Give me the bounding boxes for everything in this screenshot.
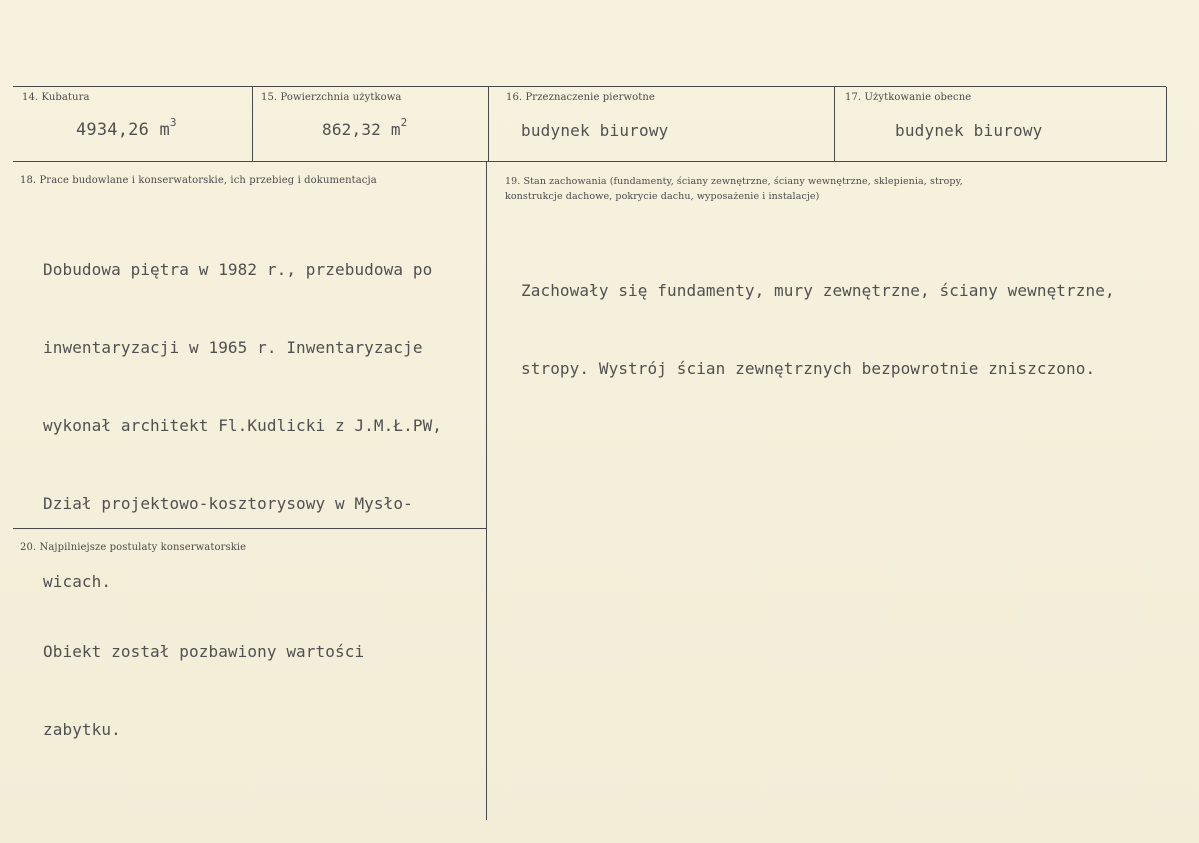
field-15-value (322, 116, 408, 139)
field-18-line: wicach. (43, 572, 112, 591)
field-20-label: 20. Najpilniejsze postulaty konserwatorskie (20, 542, 247, 553)
field-15-label: 15. Powierzchnia użytkowa (261, 92, 402, 103)
field-19-label-line2: konstrukcje dachowe, pokrycie dachu, wyposażenie i instalacje) (505, 191, 820, 202)
field-19-line: Zachowały się fundamenty, mury zewnętrzne, ściany wewnętrzne, (521, 281, 1115, 300)
field-15-unit-exponent: 2 (400, 116, 408, 129)
field-16-label: 16. Przeznaczenie pierwotne (506, 92, 655, 103)
field-19-label-line1: 19. Stan zachowania (fundamenty, ściany zewnętrzne, ściany wewnętrzne, sklepienia, stropy, (505, 176, 963, 187)
field-17-label: 17. Użytkowanie obecne (845, 92, 972, 103)
divider-15-16 (488, 87, 489, 162)
field-20-text (43, 587, 364, 795)
field-14-unit-exponent: 3 (169, 116, 177, 129)
right-border (1166, 87, 1167, 162)
field-18-line: Dział projektowo-kosztorysowy w Mysło- (43, 494, 413, 513)
field-18-line: wykonał architekt Fl.Kudlicki z J.M.Ł.PW, (43, 416, 443, 435)
field-16-value: budynek biurowy (521, 121, 669, 140)
field-14-label: 14. Kubatura (22, 92, 90, 103)
top-row-bottom-border (13, 161, 1166, 162)
field-20-line: zabytku. (43, 720, 121, 739)
field-15-value-text: 862,32 m (322, 120, 401, 139)
divider-16-17 (834, 87, 835, 162)
field-20-line: Obiekt został pozbawiony wartości (43, 642, 365, 661)
field-17-value: budynek biurowy (895, 121, 1043, 140)
divider-left-right-columns (486, 162, 487, 820)
field-19-text (521, 226, 1115, 434)
field-18-text (43, 205, 442, 647)
field-14-value (76, 116, 177, 140)
divider-14-15 (252, 87, 253, 162)
top-row-top-border (13, 86, 1166, 87)
field-18-line: Dobudowa piętra w 1982 r., przebudowa po (43, 260, 433, 279)
field-18-label: 18. Prace budowlane i konserwatorskie, ich przebieg i dokumentacja (20, 175, 377, 186)
field-14-value-text: 4934,26 m (76, 120, 170, 140)
field-19-line: stropy. Wystrój ścian zewnętrznych bezpowrotnie zniszczono. (521, 359, 1096, 378)
field-18-line: inwentaryzacji w 1965 r. Inwentaryzacje (43, 338, 423, 357)
